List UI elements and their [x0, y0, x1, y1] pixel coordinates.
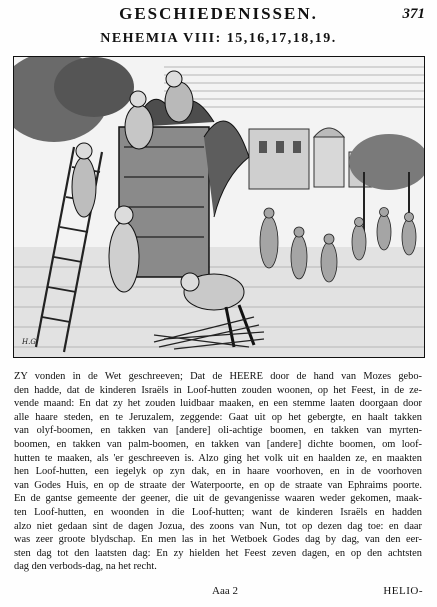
text-line: ten Loof-hutten, en woonden in die Loof-hutten; want de kinderen Israëls en hadden — [14, 506, 422, 518]
chapter-reference: NEHEMIA VIII: 15,16,17,18,19. — [100, 31, 337, 46]
text-line: vende maand: En dat zy het zouden luidbaar maaken, en een stemme laaten doorgaan door — [14, 398, 422, 410]
text-line: sten dag tot den laatsten dag: En zy hielden het Feest zeven dagen, en op den achtsten — [14, 547, 422, 559]
text-line: ZY vonden in de Wet geschreeven; Dat de HEERE door de hand van Mozes gebo- — [14, 371, 422, 382]
text-line: dag den verbods-dag, na het recht. — [14, 561, 157, 573]
text-line: boomen, en takken van palm-boomen, en takken van [andere] dichte boomen, om loof- — [14, 438, 422, 450]
signature-mark: Aaa 2 — [212, 585, 238, 597]
text-line: hutten te maaken, als 'er geschreeven is. Alzo ging het volk uit en haalden ze, en maakten — [14, 452, 422, 464]
text-line: En de gantse gemeente der geener, die uit de gevangenisse waaren weder gekomen, maak- — [14, 493, 422, 505]
engraving-drawing — [14, 57, 424, 357]
engraving-illustration — [13, 56, 425, 358]
text-line: den hadde, dat de kinderen Israëls in Loof-hutten zouden woonen, op het Feest, in de ze- — [14, 384, 422, 396]
engraver-mark: H.G. — [22, 338, 38, 346]
text-line: alzo niet gedaan sint de dagen Jozua, des zoons van Nun, tot op dezen dag toe: en daar — [14, 520, 422, 532]
text-line: alle haare steden, en te Jeruzalem, zeggende: Gaat uit op het gebergte, en haalt takken — [14, 411, 422, 423]
text-line: was zeer groote blydschap. En men las in het Wetboek Godes dag by dag, van den eer- — [14, 534, 422, 546]
text-line: van Godes Huis, en op de straate der Waterpoorte, en op de straate van Ephraims poorte. — [14, 479, 422, 491]
page-number: 371 — [402, 6, 425, 22]
text-line: hen Loof-hutten, een iegelyk op zyn dak, en in haare voorhoven, en in de voorhoven — [14, 466, 422, 478]
scripture-text — [14, 370, 422, 574]
text-line: van olyf-boomen, en takken van [andere] oli-achtige boomen, en takken van myrten- — [14, 425, 422, 437]
running-title: GESCHIEDENISSEN. — [119, 4, 318, 23]
catchword: HELIO- — [383, 585, 423, 597]
